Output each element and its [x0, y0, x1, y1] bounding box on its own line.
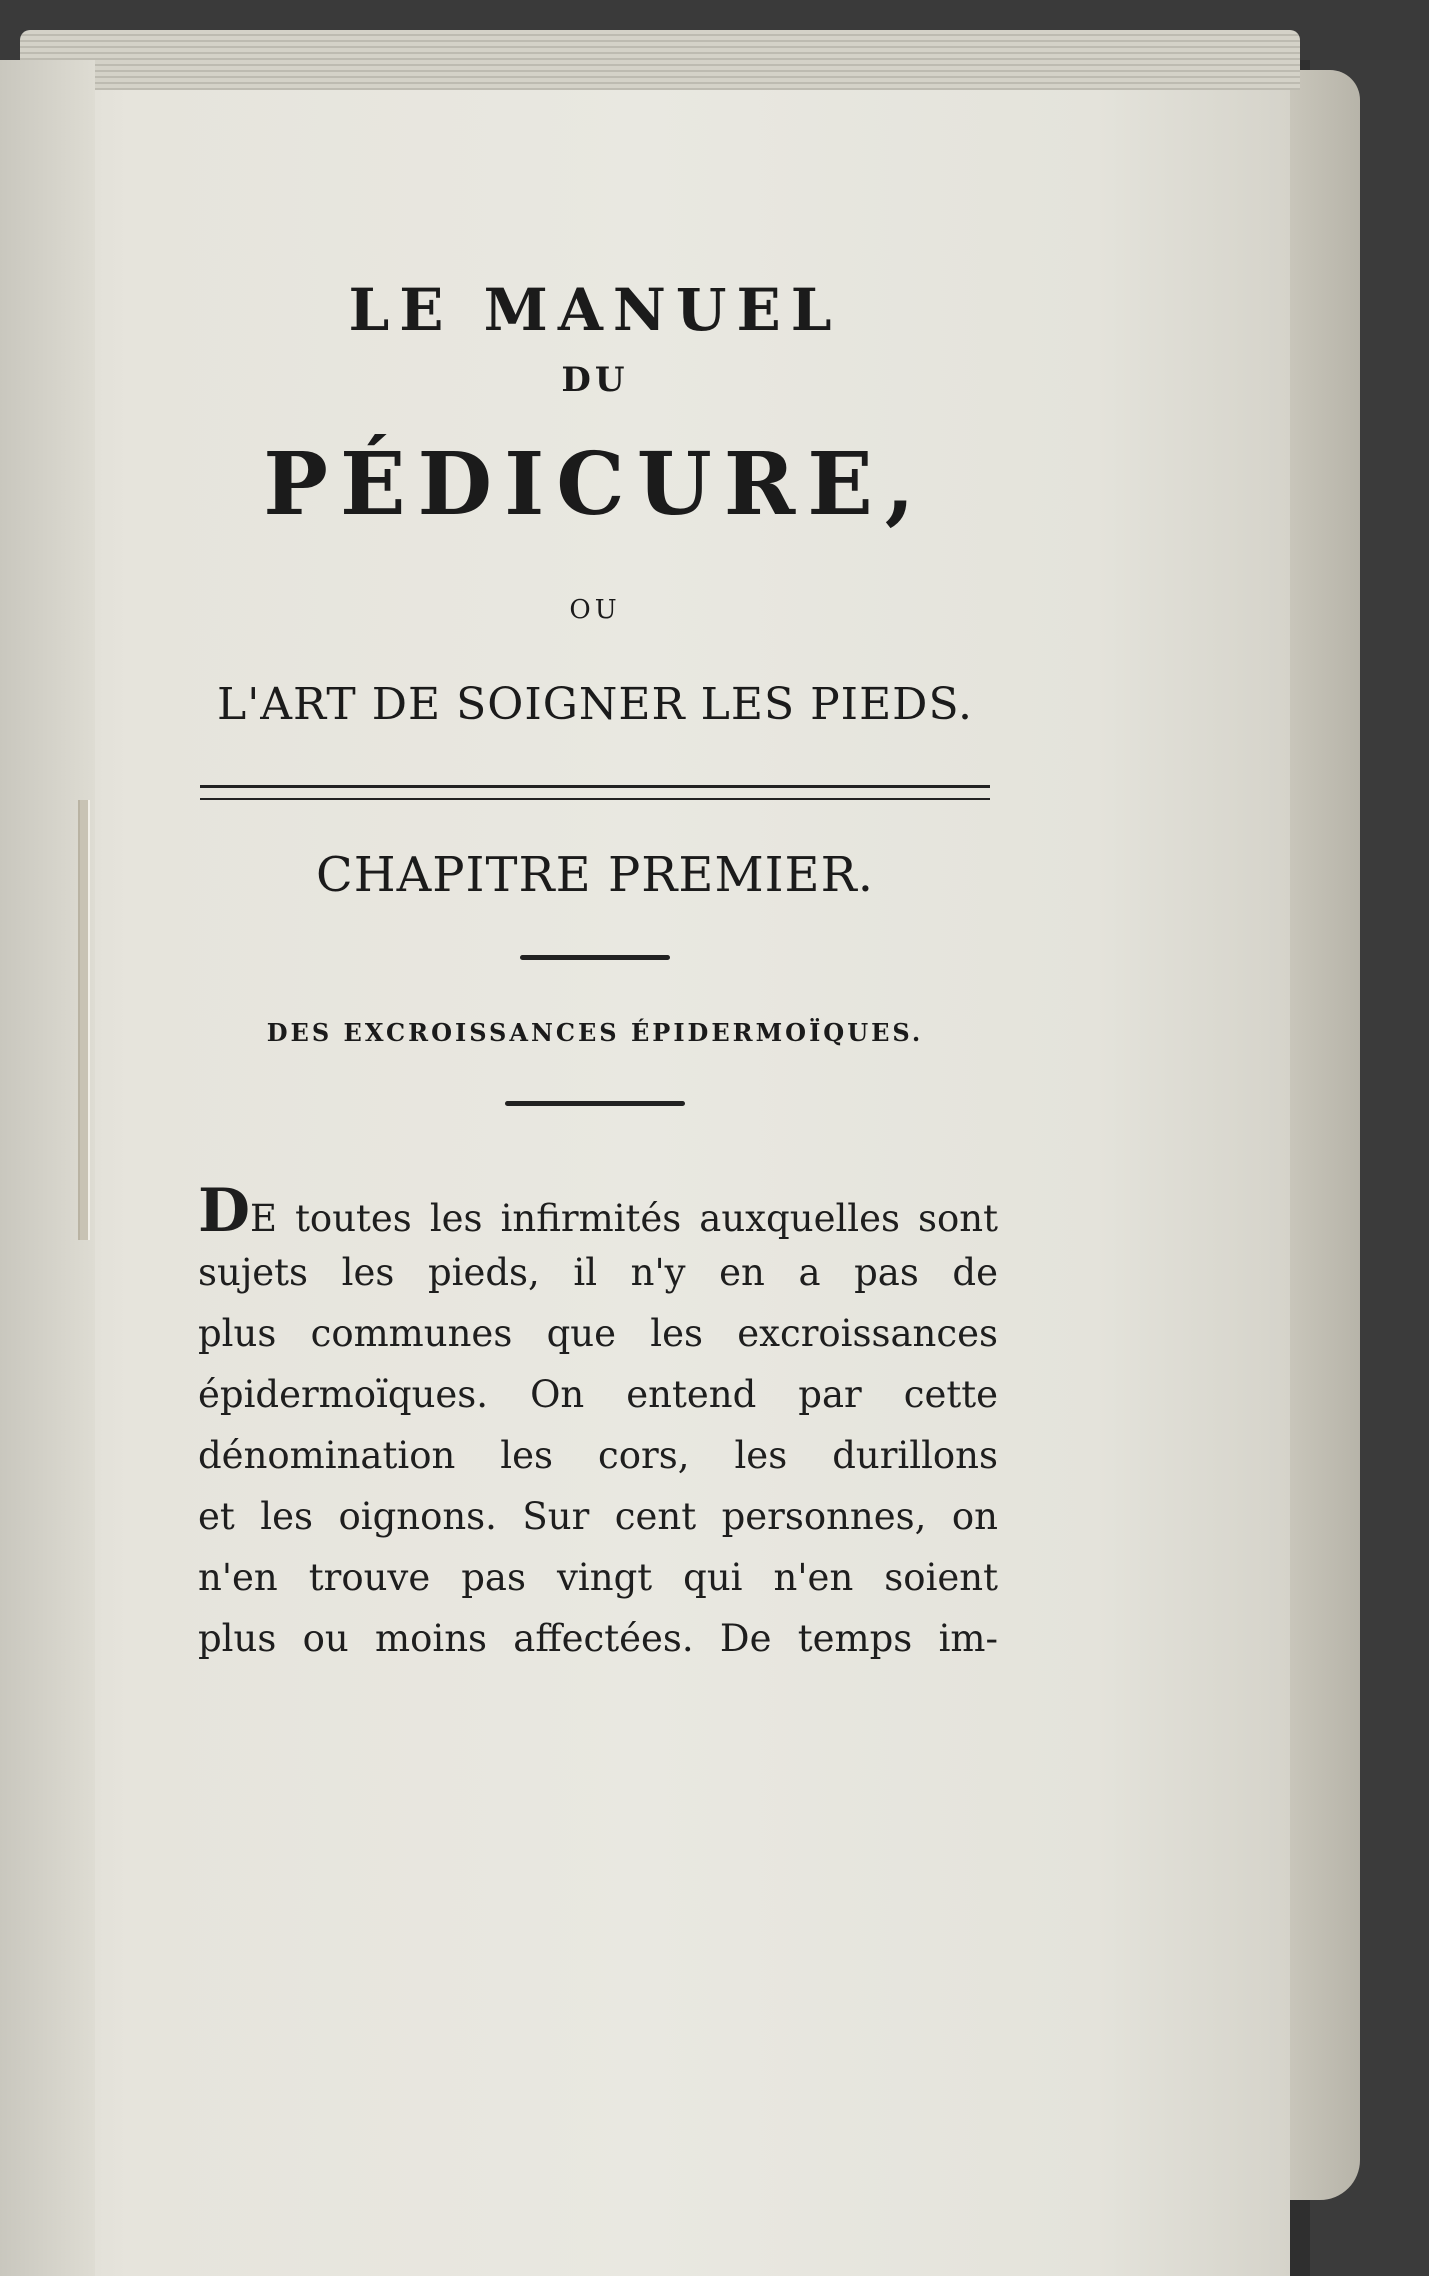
binding-thread — [78, 800, 90, 1240]
section-heading: DES EXCROISSANCES ÉPIDERMOÏQUES. — [266, 1018, 924, 1047]
double-rule-divider — [200, 785, 990, 800]
body-paragraph — [198, 1176, 998, 1669]
drop-cap: D — [198, 1176, 251, 1246]
body-line: sujets les pieds, il n'y en a pas de — [198, 1251, 998, 1294]
body-line-first-rest: E toutes les infirmités auxquelles sont — [250, 1197, 998, 1240]
subtitle: L'ART DE SOIGNER LES PIEDS. — [216, 679, 974, 730]
body-line: plus ou moins affectées. De temps im- — [198, 1617, 998, 1660]
body-line: dénomination les cors, les durillons — [198, 1434, 998, 1477]
page-content — [180, 270, 1010, 1669]
body-line: et les oignons. Sur cent personnes, on — [198, 1495, 998, 1538]
body-line: plus communes que les excroissances — [198, 1312, 998, 1355]
short-rule-divider — [520, 955, 670, 960]
body-line: n'en trouve pas vingt qui n'en soient — [198, 1556, 998, 1599]
title-line-2: DU — [561, 360, 629, 400]
chapter-heading: CHAPITRE PREMIER. — [316, 847, 874, 903]
title-connector: OU — [569, 595, 621, 625]
title-line-1: LE MANUEL — [348, 276, 842, 344]
short-rule-divider-2 — [505, 1101, 685, 1106]
title-main: PÉDICURE, — [263, 434, 927, 535]
body-line — [198, 1176, 998, 1246]
body-line: épidermoïques. On entend par cette — [198, 1373, 998, 1416]
page-top-edge — [20, 30, 1300, 90]
